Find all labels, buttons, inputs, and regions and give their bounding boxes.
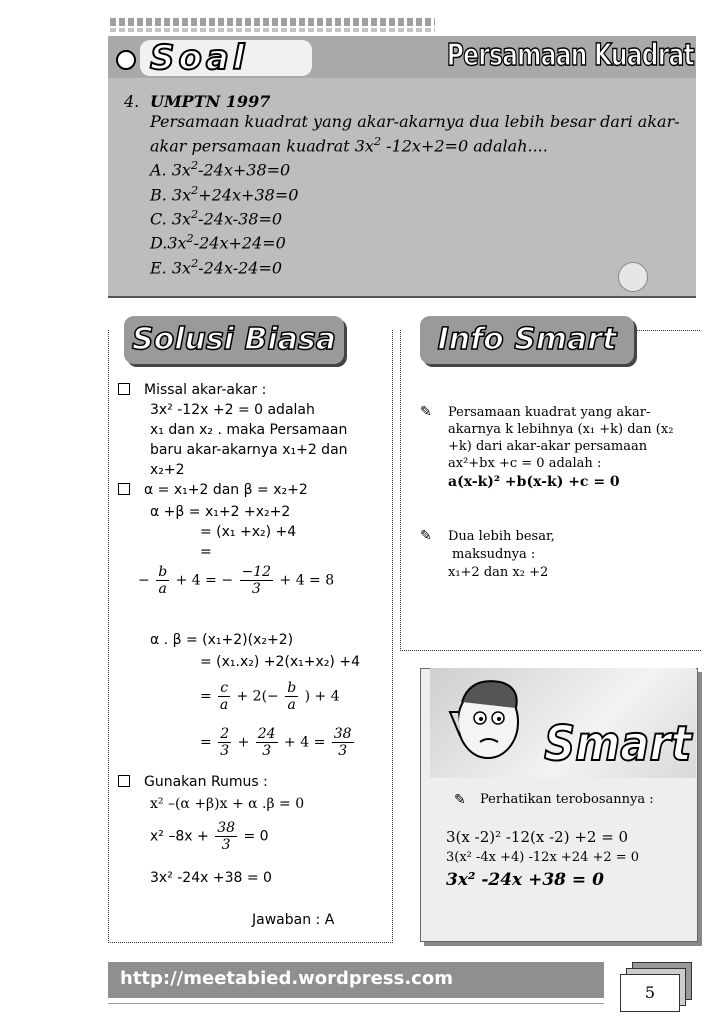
solusi-badge: Solusi Biasa [124, 316, 344, 364]
sol-line: baru akar-akarnya x₁+2 dan [150, 442, 348, 458]
smart-result: 3x² -24x +38 = 0 [446, 870, 604, 890]
smart-step: 3(x² -4x +4) -12x +24 +2 = 0 [446, 850, 640, 865]
info-line: akarnya k lebihnya (x₁ +k) dan (x₂ [448, 422, 674, 437]
smart-step: 3(x -2)² -12(x -2) +2 = 0 [446, 828, 629, 846]
sol-fraction-line: − $\frac{b}{a}$ + 4 = − $\frac{-12}{3}$ + 4 = 8 [138, 564, 335, 597]
info-line: Persamaan kuadrat yang akar- [448, 405, 651, 420]
smart-logo: Smart [544, 716, 692, 772]
page-number: 5 [644, 983, 656, 1002]
page-title: Persamaan Kuadrat [446, 38, 694, 73]
checkbox-icon [118, 775, 130, 787]
option-e: E. $3x^2-24x-24=0$ [150, 256, 283, 277]
pencil-icon: ✎ [454, 792, 466, 808]
info-badge: Info Smart [420, 316, 634, 364]
footer-url[interactable]: http://meetabied.wordpress.com [120, 968, 453, 989]
checkbox-icon [118, 483, 130, 495]
option-d: $D.3x^2-24x+24=0$ [150, 232, 286, 253]
question-number: 4. [124, 92, 140, 111]
sol-line: α +β = x₁+2 +x₂+2 [150, 504, 291, 520]
info-line: Dua lebih besar, [448, 529, 555, 544]
option-b: B. $3x^2+24x+38=0$ [150, 183, 299, 204]
pencil-icon: ✎ [420, 528, 432, 544]
sol-line: x² –(α +β)x + α .β = 0 [150, 796, 305, 812]
sol-fraction-line: = $\frac{2}{3}$ + $\frac{24}{3}$ + 4 = $\frac{38}{3}$ [200, 726, 352, 759]
sol-line: = [200, 544, 212, 560]
circle-bullet-icon [116, 50, 136, 70]
question-text-2: akar persamaan kuadrat $3x^2$ -12x+2=0 adalah.... [150, 135, 548, 156]
sol-line: 3x² -12x +2 = 0 adalah [150, 402, 315, 418]
smart-hint: Perhatikan terobosannya : [480, 792, 654, 807]
thinking-face-icon [440, 672, 530, 772]
sol-line: = (x₁.x₂) +2(x₁+x₂) +4 [200, 654, 360, 670]
info-formula: a(x-k)² +b(x-k) +c = 0 [448, 474, 620, 490]
sol-fraction-line: = $\frac{c}{a}$ + 2(− $\frac{b}{a}$ ) + 4 [200, 680, 340, 713]
page-number-box [620, 974, 680, 1012]
sol-line: x₁ dan x₂ . maka Persamaan [150, 422, 348, 438]
info-line: ax²+bx +c = 0 adalah : [448, 456, 602, 471]
question-text-1: Persamaan kuadrat yang akar-akarnya dua lebih besar dari akar- [150, 112, 680, 131]
option-a: A. $3x^2-24x+38=0$ [150, 159, 291, 180]
decorative-dashes-lower [110, 28, 435, 32]
footer-bar [108, 962, 604, 998]
footer-rule [108, 1003, 604, 1004]
info-panel-rule [630, 330, 700, 331]
decorative-dashes [110, 18, 435, 26]
info-line: maksudnya : [452, 547, 536, 562]
sol-line: α . β = (x₁+2)(x₂+2) [150, 632, 294, 648]
info-line: +k) dari akar-akar persamaan [448, 439, 648, 454]
sol-fraction-line: x² –8x + $\frac{38}{3}$ = 0 [150, 820, 269, 853]
question-source: UMPTN 1997 [150, 92, 271, 111]
sol-line: x₂+2 [150, 462, 185, 478]
pencil-icon: ✎ [420, 404, 432, 420]
sol-line: 3x² -24x +38 = 0 [150, 870, 272, 886]
option-c: C. $3x^2-24x-38=0$ [150, 207, 283, 229]
info-line: x₁+2 dan x₂ +2 [448, 565, 549, 580]
sol-line: = (x₁ +x₂) +4 [200, 524, 297, 540]
checkbox-icon [118, 383, 130, 395]
soal-label: Soal [150, 38, 249, 78]
answer: Jawaban : A [252, 912, 335, 928]
